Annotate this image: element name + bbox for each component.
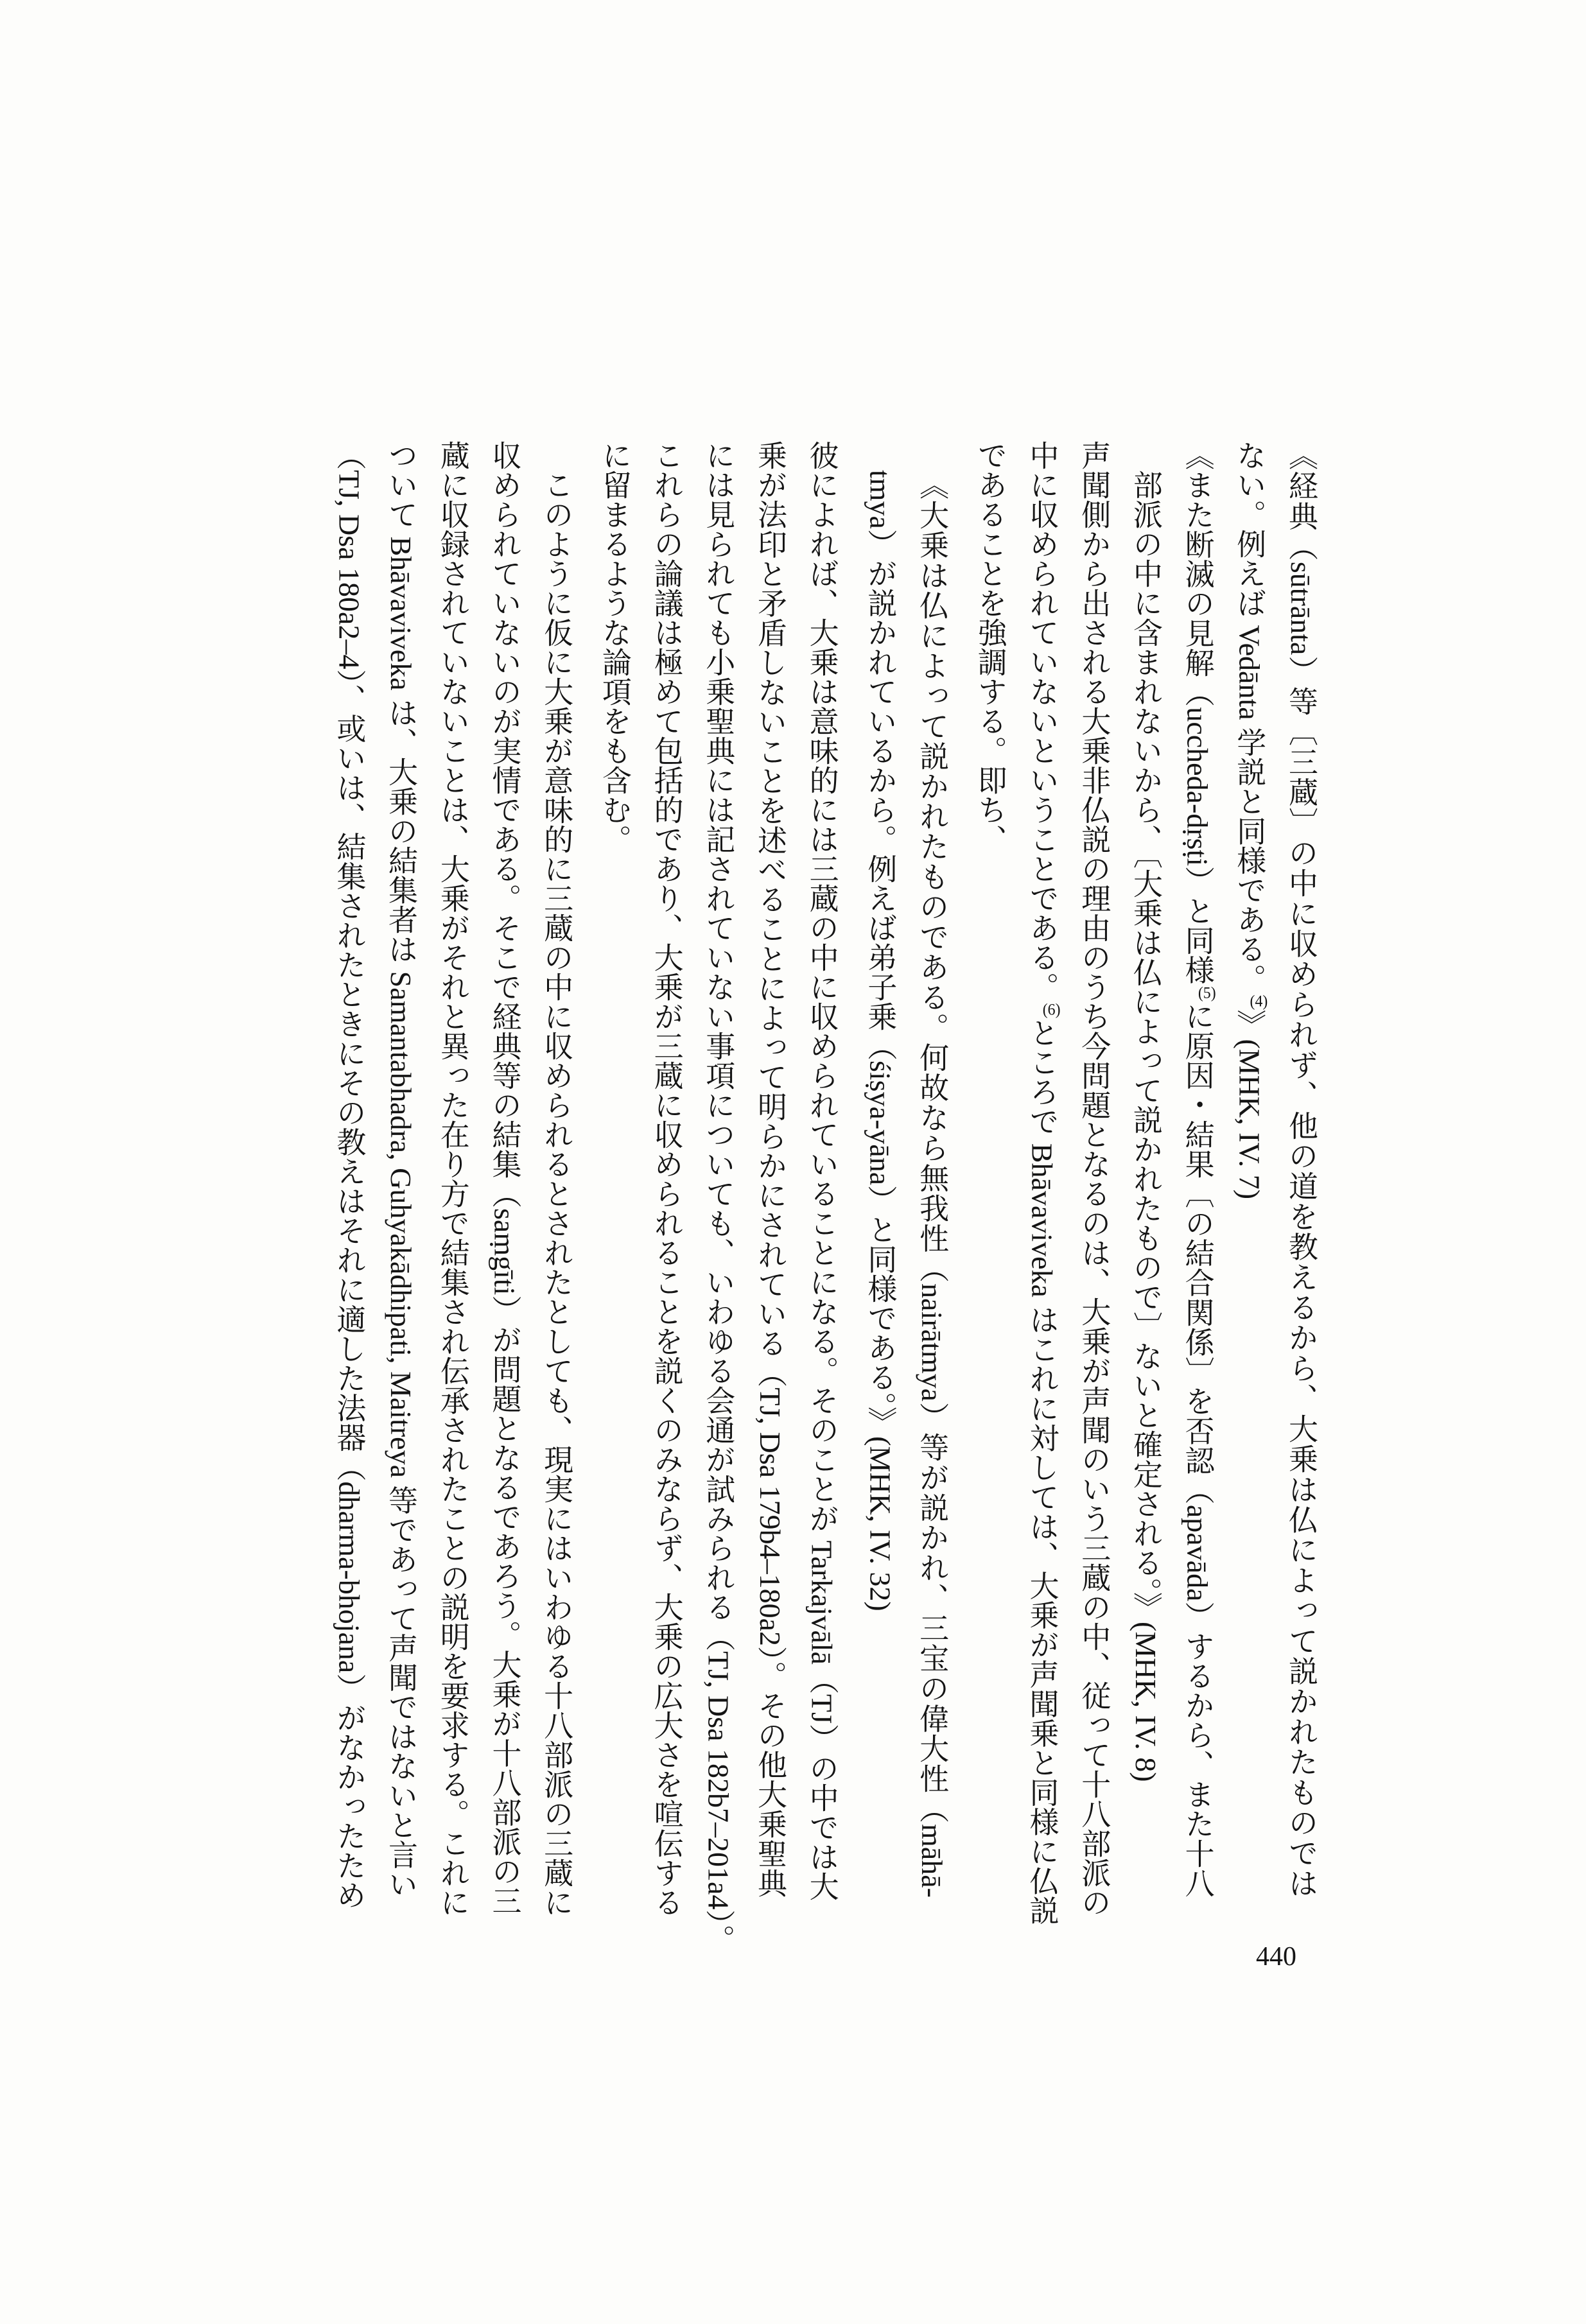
text-segment: ところで Bhāvaviveka はこれに対しては、大乗が声聞乗と同様に仏説 [1025,1018,1059,1925]
text-column: 収められていないのが実情である。そこで経典等の結集（saṃgīti）が問題となるであろう。大乗が十八部派の三 [488,440,521,1916]
text-column [1016,440,1068,1925]
footnote-marker: (6) [1042,1002,1061,1018]
text-column: 声聞側から出される大乗非仏説の理由のうち今問題となるのは、大乗が声聞のいう三蔵の中、従って十八部派の [1077,440,1111,1917]
text-column: に留まるような論項をも含む。 [598,440,631,854]
text-segment: ない。例えば Vedānta 学説と同様である。 [1233,440,1266,994]
text-column: 乗が法印と矛盾しないことを述べることによって明らかにされている（TJ, Dsa 179b4–180a2）。その他大乗聖典 [753,440,787,1898]
footnote-marker: (5) [1198,984,1216,1002]
text-column: 《大乗は仏によって説かれたものである。何故なら無我性（nairātmya）等が説かれ、三宝の偉大性（māhā- [916,470,949,1898]
text-column [1171,440,1223,1898]
text-segment: 中に収められていないということである。 [1025,440,1059,1002]
page-number: 440 [1256,1942,1296,1972]
text-column: であることを強調する。即ち、 [973,440,1007,854]
vertical-text-body [323,440,1327,1954]
text-segment: に原因・結果〔の結合関係〕を否認（apavāda）するから、また十八 [1181,1001,1214,1898]
text-column [1223,440,1275,1898]
text-column: には見られても小乗聖典には記されていない事項についても、いわゆる会通が試みられる（TJ, Dsa 182b7–201a4）。 [702,440,735,1954]
text-column: このように仮に大乗が意味的に三蔵の中に収められるとされたとしても、現実にはいわゆる十八部派の三蔵に [540,470,573,1917]
text-column: （TJ, Dsa 180a2–4）、或いは、結集されたときにその教えはそれに適した法器（dharma-bhojana）がなかったため [333,440,366,1910]
text-segment: 》(MHK, IV. 7) [1233,1009,1266,1200]
text-column: 《経典（sūtrānta）等〔三蔵〕の中に収められず、他の道を教えるから、大乗は仏によって説かれたものでは [1285,440,1318,1898]
text-column: tmya）が説かれているから。例えば弟子乗（śiṣya-yāna）と同様である。》(MHK, IV. 32) [864,470,897,1611]
text-column: ついて Bhāvaviveka は、大乗の結集者は Samantabhadra, Guhyakādhipati, Maitreya 等であって声聞ではないと言い [385,440,418,1899]
text-column: 蔵に収録されていないことは、大乗がそれと異った在り方で結集され伝承されたことの説明を要求する。これに [436,440,469,1917]
text-segment: 《また断滅の見解（uccheda-dṛṣṭi）と同様 [1181,440,1214,985]
text-column: 彼によれば、大乗は意味的には三蔵の中に収められていることになる。そのことが Tarkajvālā（TJ）の中では大 [805,440,839,1901]
text-column: 部派の中に含まれないから、〔大乗は仏によって説かれたもので〕ないと確定される。》(MHK, IV. 8) [1129,470,1162,1782]
footnote-marker: (4) [1250,993,1268,1010]
text-column: これらの論議は極めて包括的であり、大乗が三蔵に収められることを説くのみならず、大乗の広大さを喧伝する [650,440,683,1917]
